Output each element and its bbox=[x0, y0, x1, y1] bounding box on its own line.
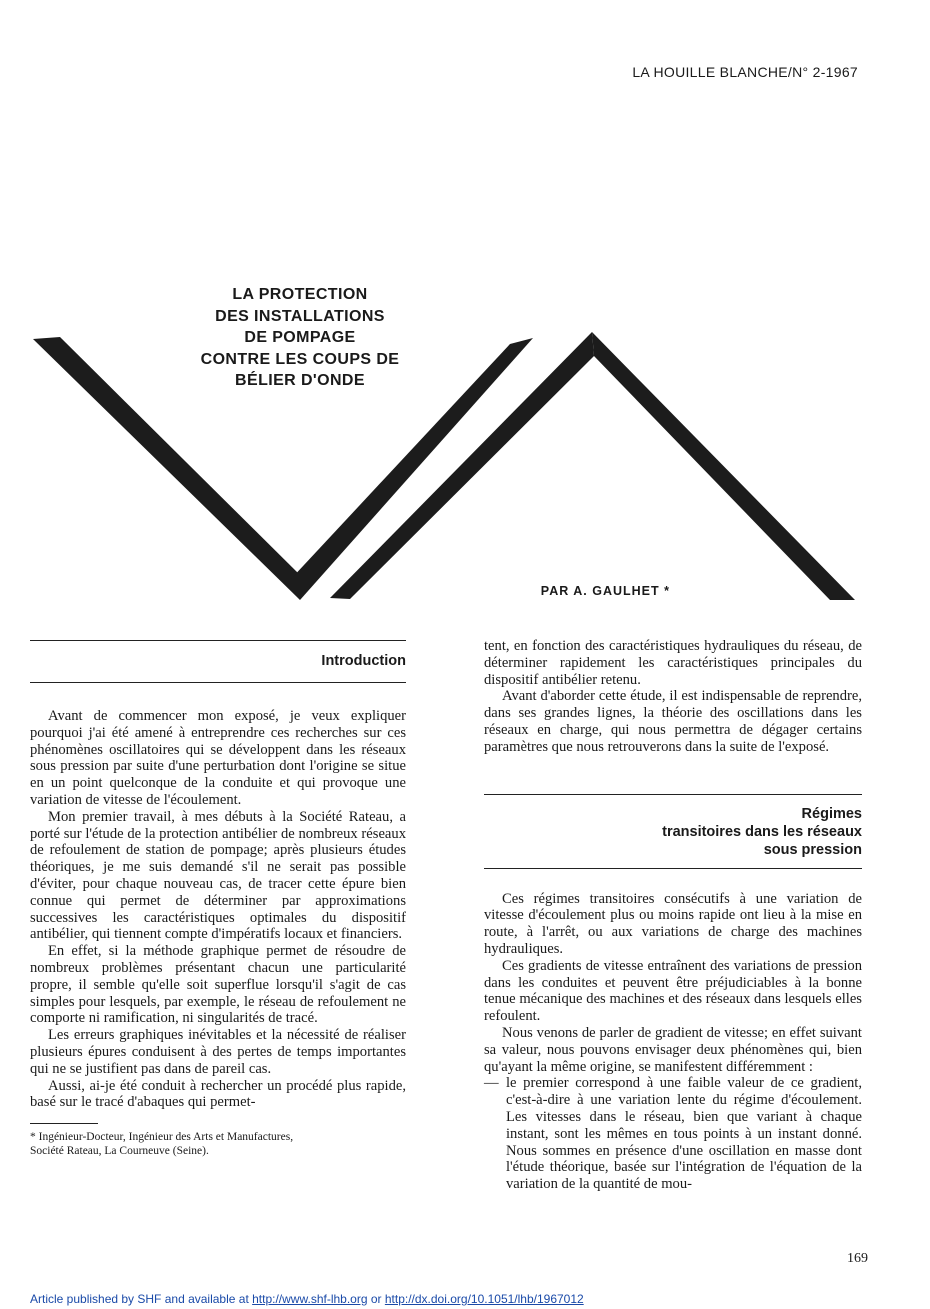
chevron-peak-right bbox=[592, 332, 855, 600]
title-line: DES INSTALLATIONS bbox=[215, 307, 385, 325]
right-column bbox=[484, 638, 862, 1193]
title-line: BÉLIER D'ONDE bbox=[235, 372, 365, 389]
paragraph: Avant de commencer mon exposé, je veux expliquer pourquoi j'ai été amené à entreprendre ces recherches sur ces phénomènes oscillatoires qui se développent dans les réseaux sous pression par suite d'une perturbation dont l'origine se situe en un point quelconque de la conduite et qui provoque une variation de vitesse de l'écoulement. bbox=[30, 708, 406, 808]
article-title bbox=[180, 284, 420, 392]
footnote-line: * Ingénieur-Docteur, Ingénieur des Arts et Manufactures, bbox=[30, 1131, 294, 1144]
list-item bbox=[484, 1075, 862, 1193]
footnote-rule bbox=[30, 1123, 98, 1124]
section-title-introduction: Introduction bbox=[321, 653, 406, 669]
section-title-line: transitoires dans les réseaux bbox=[662, 823, 862, 840]
section-title-line: Régimes bbox=[801, 805, 862, 822]
title-line: CONTRE LES COUPS DE bbox=[200, 350, 400, 368]
paragraph: tent, en fonction des caractéristiques hydrauliques du réseau, de déterminer rapidement les caractéristiques principales du dispositif antibélier retenu. bbox=[484, 638, 862, 688]
page-number: 169 bbox=[847, 1251, 868, 1266]
chevron-decoration bbox=[0, 0, 930, 620]
paragraph: Aussi, ai-je été conduit à rechercher un procédé plus rapide, basé sur le tracé d'abaques qui permet- bbox=[30, 1077, 406, 1111]
doi-link[interactable]: http://dx.doi.org/10.1051/lhb/1967012 bbox=[384, 1292, 584, 1306]
list-dash: — bbox=[484, 1075, 499, 1092]
left-column bbox=[30, 640, 406, 1158]
journal-header: LA HOUILLE BLANCHE/N° 2-1967 bbox=[632, 64, 858, 80]
list-item-text: le premier correspond à une faible valeur de ce gradient, c'est-à-dire à une variation lente du régime d'écoulement. Les vitesses dans le réseau, bien que variant à chaque instant, sont les mêmes en tous points à un instant donné. Nous sommes en présence d'une oscillation en masse dont l'étude théorique, basée sur l'intégration de l'équation de la variation de la quantité de mou- bbox=[506, 1075, 862, 1193]
paragraph: Avant d'aborder cette étude, il est indispensable de reprendre, dans ses grandes lignes, la théorie des oscillations dans les réseaux en charge, qui nous permettra de dégager certains paramètres que nous retrouverons dans la suite de l'exposé. bbox=[484, 688, 862, 755]
paragraph: En effet, si la méthode graphique permet de résoudre de nombreux problèmes présentant chacun une particularité propre, il semble qu'elle soit superflue lorsqu'il s'agit de cas simples pour lesquels, par exemple, le réseau de refoulement ne comporte ni ramification, ni singularités de tracé. bbox=[30, 943, 406, 1027]
paragraph: Les erreurs graphiques inévitables et la nécessité de réaliser plusieurs épures conduisent à des pertes de temps importantes qui ne se justifient pas dans de pareil cas. bbox=[30, 1027, 406, 1077]
section-rule bbox=[30, 640, 406, 641]
paragraph: Mon premier travail, à mes débuts à la Société Rateau, a porté sur l'étude de la protection antibélier de nombreux réseaux de refoulement de station de pompage; après plusieurs études théoriques, je me suis demandé s'il ne serait pas possible d'éviter, pour chaque nouveau cas, de tracer cette épure bien connue qui permet de déterminer par approximations successives les caractéristiques optimales du dispositif antibélier, qui tiennent compte d'impératifs locaux et financiers. bbox=[30, 808, 406, 943]
paragraph: Nous venons de parler de gradient de vitesse; en effet suivant sa valeur, nous pouvons envisager deux phénomènes qui, bien qu'ayant la même origine, se manifestent différemment : bbox=[484, 1024, 862, 1075]
section-title-line: sous pression bbox=[763, 841, 862, 858]
publication-footer bbox=[30, 1292, 584, 1306]
section-rule bbox=[484, 794, 862, 795]
footnote-line: Société Rateau, La Courneuve (Seine). bbox=[30, 1145, 209, 1158]
title-line: DE POMPAGE bbox=[244, 329, 356, 346]
footer-middle: or bbox=[367, 1292, 385, 1306]
title-line: LA PROTECTION bbox=[232, 286, 368, 303]
footer-prefix: Article published by SHF and available at bbox=[30, 1292, 253, 1306]
section-title-regimes bbox=[484, 805, 862, 859]
footnote bbox=[30, 1130, 406, 1158]
paragraph: Ces gradients de vitesse entraînent des variations de pression dans les conduites et peuvent être préjudiciables à la bonne tenue mécanique des machines et des réseaux dans lesquels elles refoulent. bbox=[484, 957, 862, 1025]
shf-link[interactable]: http://www.shf-lhb.org bbox=[252, 1292, 368, 1306]
author-byline: PAR A. GAULHET * bbox=[540, 584, 670, 598]
paragraph: Ces régimes transitoires consécutifs à une variation de vitesse d'écoulement plus ou moins rapide ont lieu à la mise en route, à l'arrêt, ou aux variations de charge des machines hydrauliques. bbox=[484, 890, 862, 957]
